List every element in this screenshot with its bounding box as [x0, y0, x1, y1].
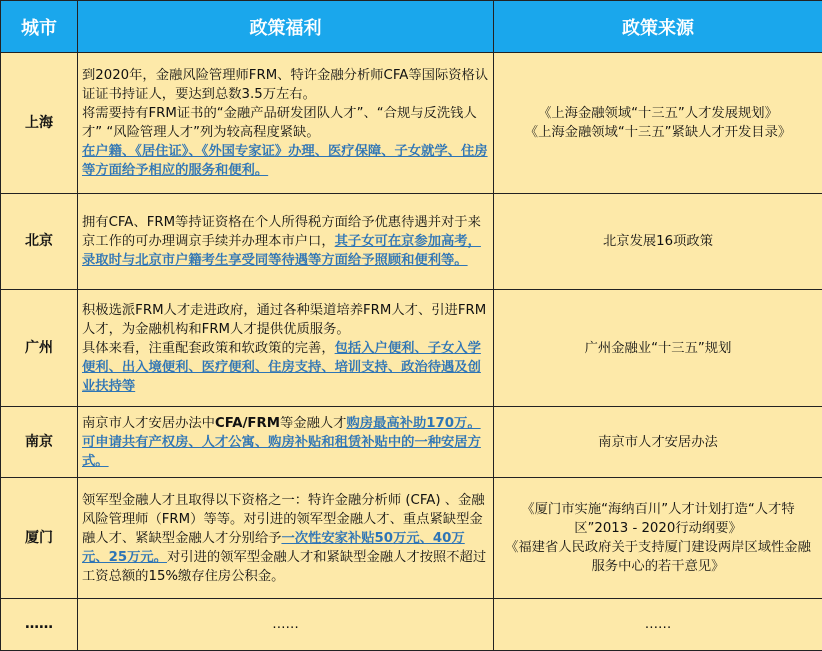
source-cell: [494, 478, 822, 599]
city-cell: 北京: [1, 194, 78, 290]
policy-cell: [78, 478, 494, 599]
table-row: [1, 290, 822, 407]
policy-text: 拥有CFA、FRM等持证资格在个人所得税方面给予优惠待遇并对于来京工作的可办理调京手续并办理本市户口，: [82, 215, 481, 249]
table-row: [1, 407, 822, 478]
policy-cell: [78, 53, 494, 194]
source-text: ……: [500, 615, 816, 634]
city-cell: 南京: [1, 407, 78, 478]
city-cell: 广州: [1, 290, 78, 407]
source-text: 广州金融业“十三五”规划: [500, 339, 816, 358]
table-row: [1, 599, 822, 651]
source-text: 《厦门市实施“海纳百川”人才计划打造“人才特区”2013 - 2020行动纲要》: [500, 500, 816, 538]
policy-text: 具体来看，注重配套政策和软政策的完善，: [82, 341, 335, 356]
policy-text: 到2020年，金融风险管理师FRM、特许金融分析师CFA等国际资格认证证书持证人，要达到总数3.5万左右。: [82, 68, 488, 102]
source-text: 北京发展16项政策: [500, 232, 816, 251]
header-policy: 政策福利: [78, 1, 494, 53]
source-text: 《福建省人民政府关于支持厦门建设两岸区域性金融服务中心的若干意见》: [500, 538, 816, 576]
header-source: 政策来源: [494, 1, 822, 53]
policy-text: 对引进的领军型金融人才和紧缺型金融人才按照不超过工资总额的15%缴存住房公积金。: [82, 550, 486, 584]
policy-cell: [78, 599, 494, 651]
source-text: 《上海金融领域“十三五”紧缺人才开发目录》: [500, 123, 816, 142]
policy-cell: [78, 407, 494, 478]
table-row: [1, 53, 822, 194]
policy-text: 领军型金融人才且取得以下资格之一：特许金融分析师 (CFA) 、金融风险管理师（FRM）等等。对引进的领军型金融人才、重点紧缺型金融人才、紧缺型金融人才分别给予: [82, 493, 485, 546]
city-cell: ……: [1, 599, 78, 651]
city-cell: 厦门: [1, 478, 78, 599]
policy-highlight-text: 购房最高补助170万。可申请共有产权房、人才公寓、购房补贴和租赁补贴中的一种安居方式。: [82, 416, 481, 469]
policy-cell: [78, 194, 494, 290]
policy-text: ……: [272, 617, 299, 632]
policy-highlight-text: 其子女可在京参加高考，录取时与北京市户籍考生享受同等待遇等方面给予照顾和便利等。: [82, 234, 481, 268]
policy-text: 等金融人才: [280, 416, 346, 431]
policy-highlight-text: 在户籍、《居住证》、《外国专家证》办理、医疗保障、子女就学、住房等方面给予相应的服务和便利。: [82, 144, 488, 178]
policy-text: 南京市人才安居办法中: [82, 416, 215, 431]
policy-text: 将需要持有FRM证书的“金融产品研发团队人才”、“合规与反洗钱人才” “风险管理人才”列为较高程度紧缺。: [82, 106, 477, 140]
table-row: [1, 194, 822, 290]
table-body: [1, 53, 822, 651]
source-text: 南京市人才安居办法: [500, 433, 816, 452]
header-city: 城市: [1, 1, 78, 53]
table-row: [1, 478, 822, 599]
policy-text: CFA/FRM: [215, 416, 280, 431]
table-header-row: [1, 1, 822, 53]
source-cell: [494, 194, 822, 290]
source-text: 《上海金融领域“十三五”人才发展规划》: [500, 104, 816, 123]
policy-highlight-text: 包括入户便利、子女入学便利、出入境便利、医疗便利、住房支持、培训支持、政治待遇及创业扶持等: [82, 341, 481, 394]
policy-cell: [78, 290, 494, 407]
policy-highlight-text: 一次性安家补贴50万元、40万元、25万元。: [82, 531, 465, 565]
city-cell: 上海: [1, 53, 78, 194]
source-cell: [494, 290, 822, 407]
policy-text: 积极选派FRM人才走进政府，通过各种渠道培养FRM人才、引进FRM人才，为金融机构和FRM人才提供优质服务。: [82, 303, 486, 337]
source-cell: [494, 599, 822, 651]
source-cell: [494, 407, 822, 478]
source-cell: [494, 53, 822, 194]
